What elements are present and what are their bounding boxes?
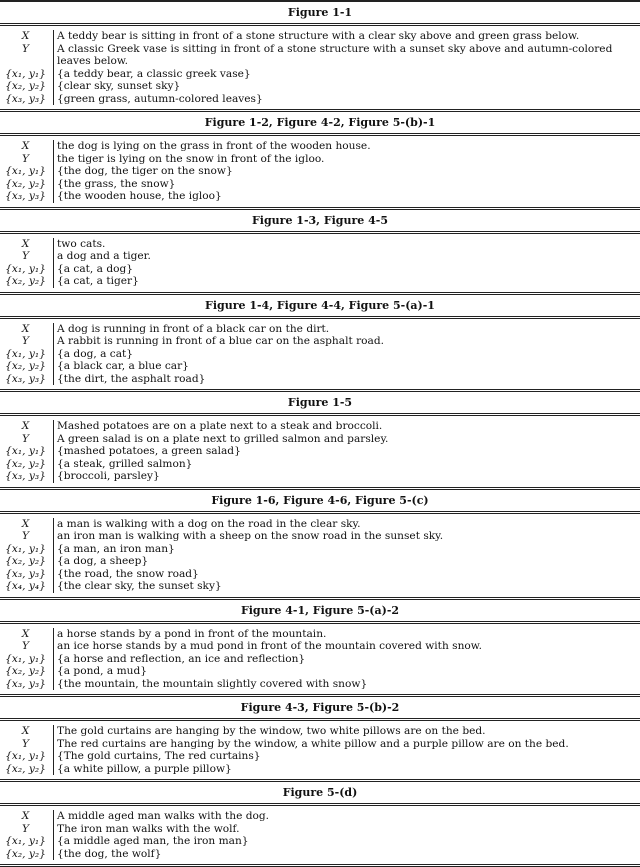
row-label: {x₁, y₁}: [0, 835, 54, 848]
row-text: Mashed potatoes are on a plate next to a steak and broccoli.: [57, 420, 383, 432]
row-text: {a teddy bear, a classic greek vase}: [57, 67, 251, 80]
row-label: {x₂, y₂}: [0, 763, 54, 776]
row-text: The red curtains are hanging by the window, a white pillow and a purple pillow are on the bed.: [57, 737, 569, 750]
table-row: [0, 640, 640, 653]
row-text: {green grass, autumn-colored leaves}: [57, 92, 263, 105]
row-label: {x₁, y₁}: [0, 750, 54, 763]
row-text: {a horse and reflection, an ice and reflection}: [57, 652, 306, 665]
row-label: X: [0, 238, 54, 251]
table-row: [0, 373, 640, 386]
row-label: {x₃, y₃}: [0, 190, 54, 203]
table-row: [0, 360, 640, 373]
table-row: [0, 348, 640, 361]
table-row: [0, 725, 640, 738]
row-label: {x₃, y₃}: [0, 678, 54, 691]
table-row: [0, 43, 640, 68]
row-label: X: [0, 323, 54, 336]
row-label: X: [0, 30, 54, 43]
table-row: [0, 518, 640, 531]
row-text: a man is walking with a dog on the road in the clear sky.: [57, 517, 361, 530]
table-row: [0, 420, 640, 433]
row-label: {x₄, y₄}: [0, 580, 54, 593]
row-text: an iron man is walking with a sheep on the snow road in the sunset sky.: [57, 530, 444, 542]
table-row: [0, 190, 640, 203]
table-row: [0, 80, 640, 93]
row-label: Y: [0, 738, 54, 751]
row-label: Y: [0, 335, 54, 348]
table-row: [0, 848, 640, 861]
table-row: [0, 810, 640, 823]
row-label: {x₃, y₃}: [0, 373, 54, 386]
row-label: Y: [0, 250, 54, 263]
table-row: [0, 580, 640, 593]
section-body: [0, 319, 640, 393]
row-text: a dog and a tiger.: [57, 250, 151, 262]
row-text: A dog is running in front of a black car on the dirt.: [57, 322, 330, 335]
row-label: {x₂, y₂}: [0, 360, 54, 373]
row-label: {x₁, y₁}: [0, 348, 54, 361]
row-label: Y: [0, 823, 54, 836]
row-label: X: [0, 420, 54, 433]
row-text: {The gold curtains, The red curtains}: [57, 750, 261, 762]
row-text: {a middle aged man, the iron man}: [57, 835, 249, 847]
row-label: Y: [0, 640, 54, 653]
section-body: [0, 234, 640, 295]
row-text: {the clear sky, the sunset sky}: [57, 580, 222, 592]
row-label: {x₁, y₁}: [0, 68, 54, 81]
row-text: {a pond, a mud}: [57, 665, 147, 677]
row-text: The iron man walks with the wolf.: [57, 822, 240, 835]
table-row: [0, 178, 640, 191]
row-label: X: [0, 518, 54, 531]
row-text: {the wooden house, the igloo}: [57, 190, 222, 202]
row-label: {x₃, y₃}: [0, 470, 54, 483]
table-row: [0, 68, 640, 81]
row-text: {a cat, a tiger}: [57, 275, 139, 287]
table-row: [0, 678, 640, 691]
table-row: [0, 153, 640, 166]
table-row: [0, 665, 640, 678]
table-row: [0, 458, 640, 471]
section-body: [0, 416, 640, 490]
section-title: Figure 1-3, Figure 4-5: [0, 210, 640, 234]
section-title: Figure 1-5: [0, 392, 640, 416]
row-label: {x₂, y₂}: [0, 275, 54, 288]
section-title: Figure 5-(d): [0, 782, 640, 806]
row-text: {a dog, a sheep}: [57, 555, 149, 567]
table-row: [0, 335, 640, 348]
row-text: A classic Greek vase is sitting in front of a stone structure with a sunset sky above and autumn-colored leaves below.: [57, 42, 613, 67]
section-title: Figure 1-1: [0, 2, 640, 26]
row-label: {x₁, y₁}: [0, 445, 54, 458]
row-text: {a black car, a blue car}: [57, 360, 189, 372]
row-label: {x₃, y₃}: [0, 93, 54, 106]
table-row: [0, 555, 640, 568]
table-row: [0, 140, 640, 153]
row-text: {broccoli, parsley}: [57, 470, 160, 482]
table-row: [0, 238, 640, 251]
section-body: [0, 26, 640, 112]
row-text: {a cat, a dog}: [57, 262, 134, 275]
table-row: [0, 445, 640, 458]
row-label: {x₁, y₁}: [0, 165, 54, 178]
row-label: {x₂, y₂}: [0, 178, 54, 191]
table-row: [0, 823, 640, 836]
row-label: {x₂, y₂}: [0, 848, 54, 861]
section-title: Figure 1-2, Figure 4-2, Figure 5-(b)-1: [0, 112, 640, 136]
table-row: [0, 470, 640, 483]
row-label: {x₃, y₃}: [0, 568, 54, 581]
table-row: [0, 568, 640, 581]
table-row: [0, 275, 640, 288]
row-label: {x₂, y₂}: [0, 80, 54, 93]
table-row: [0, 323, 640, 336]
row-text: A rabbit is running in front of a blue car on the asphalt road.: [57, 335, 384, 347]
row-text: {the mountain, the mountain slightly covered with snow}: [57, 677, 368, 690]
row-label: {x₁, y₁}: [0, 263, 54, 276]
row-text: {the dirt, the asphalt road}: [57, 372, 206, 385]
table-row: [0, 750, 640, 763]
row-text: A middle aged man walks with the dog.: [57, 810, 270, 822]
row-label: Y: [0, 530, 54, 543]
table-row: [0, 835, 640, 848]
row-label: {x₂, y₂}: [0, 665, 54, 678]
row-text: {a white pillow, a purple pillow}: [57, 762, 232, 775]
table-row: [0, 30, 640, 43]
table-row: [0, 763, 640, 776]
section-body: [0, 721, 640, 782]
row-text: A teddy bear is sitting in front of a stone structure with a clear sky above and green grass below.: [57, 30, 580, 42]
section-title: Figure 4-3, Figure 5-(b)-2: [0, 697, 640, 721]
table-row: [0, 165, 640, 178]
table-row: [0, 250, 640, 263]
row-text: {a dog, a cat}: [57, 347, 134, 360]
table-row: [0, 543, 640, 556]
row-text: {mashed potatoes, a green salad}: [57, 445, 241, 457]
section-body: [0, 624, 640, 698]
row-label: X: [0, 725, 54, 738]
table-row: [0, 628, 640, 641]
section-body: [0, 136, 640, 210]
row-text: {the grass, the snow}: [57, 177, 176, 190]
section-body: [0, 514, 640, 600]
table-row: [0, 263, 640, 276]
row-text: {the dog, the tiger on the snow}: [57, 165, 233, 177]
row-text: {a steak, grilled salmon}: [57, 457, 193, 470]
table-row: [0, 653, 640, 666]
row-text: the tiger is lying on the snow in front of the igloo.: [57, 152, 325, 165]
table-row: [0, 530, 640, 543]
section-title: Figure 4-1, Figure 5-(a)-2: [0, 600, 640, 624]
row-label: {x₁, y₁}: [0, 653, 54, 666]
row-label: X: [0, 140, 54, 153]
row-label: X: [0, 628, 54, 641]
row-text: The gold curtains are hanging by the window, two white pillows are on the bed.: [57, 725, 486, 737]
section-title: Figure 1-6, Figure 4-6, Figure 5-(c): [0, 490, 640, 514]
row-label: {x₁, y₁}: [0, 543, 54, 556]
table-row: [0, 93, 640, 106]
row-label: X: [0, 810, 54, 823]
table-row: [0, 433, 640, 446]
row-label: {x₂, y₂}: [0, 458, 54, 471]
row-text: {the dog, the wolf}: [57, 847, 162, 860]
row-text: {a man, an iron man}: [57, 542, 175, 555]
table-row: [0, 738, 640, 751]
row-text: an ice horse stands by a mud pond in front of the mountain covered with snow.: [57, 640, 482, 652]
row-label: {x₂, y₂}: [0, 555, 54, 568]
row-label: Y: [0, 153, 54, 166]
section-title: Figure 1-4, Figure 4-4, Figure 5-(a)-1: [0, 295, 640, 319]
row-text: A green salad is on a plate next to grilled salmon and parsley.: [57, 432, 389, 445]
row-label: Y: [0, 43, 54, 68]
row-text: {clear sky, sunset sky}: [57, 80, 181, 92]
row-text: a horse stands by a pond in front of the mountain.: [57, 627, 327, 640]
row-text: two cats.: [57, 237, 106, 250]
section-body: [0, 806, 640, 867]
row-label: Y: [0, 433, 54, 446]
row-text: the dog is lying on the grass in front of the wooden house.: [57, 140, 371, 152]
row-text: {the road, the snow road}: [57, 567, 199, 580]
